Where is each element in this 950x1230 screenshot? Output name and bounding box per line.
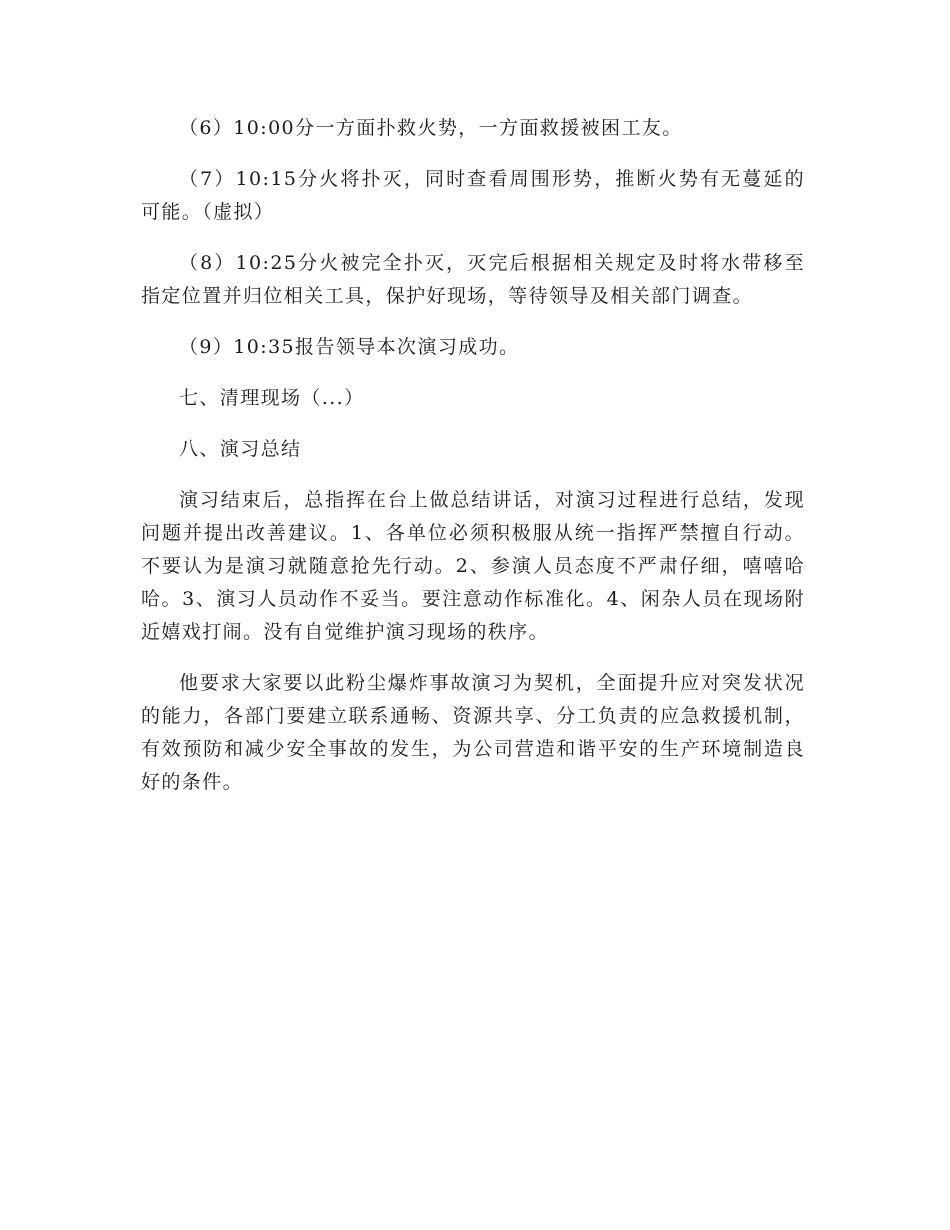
summary-paragraph-1: 演习结束后，总指挥在台上做总结讲话，对演习过程进行总结，发现问题并提出改善建议。1、各单位必须积极服从统一指挥严禁擅自行动。不要认为是演习就随意抢先行动。2、参演人员态度不严肃仔细，嘻嘻哈哈。3、演习人员动作不妥当。要注意动作标准化。4、闲杂人员在现场附近嬉戏打闹。没有自觉维护演习现场的秩序。: [141, 489, 805, 643]
section-8-heading: 八、演习总结: [179, 438, 302, 460]
document-body: [141, 112, 805, 817]
summary-paragraph-2: 他要求大家要以此粉尘爆炸事故演习为契机，全面提升应对突发状况的能力，各部门要建立联系通畅、资源共享、分工负责的应急救援机制，有效预防和减少安全事故的发生，为公司营造和谐平安的生产环境制造良好的条件。: [141, 672, 805, 793]
step-8-paragraph: （8）10:25分火被完全扑灭，灭完后根据相关规定及时将水带移至指定位置并归位相关工具，保护好现场，等待领导及相关部门调查。: [141, 252, 805, 307]
section-7-heading: 七、清理现场（...）: [179, 387, 365, 409]
step-6-paragraph: （6）10:00分一方面扑救火势，一方面救援被困工友。: [179, 117, 683, 139]
step-7-paragraph: （7）10:15分火将扑灭，同时查看周围形势，推断火势有无蔓延的可能。（虚拟）: [141, 168, 805, 223]
step-9-paragraph: （9）10:35报告领导本次演习成功。: [179, 336, 520, 358]
